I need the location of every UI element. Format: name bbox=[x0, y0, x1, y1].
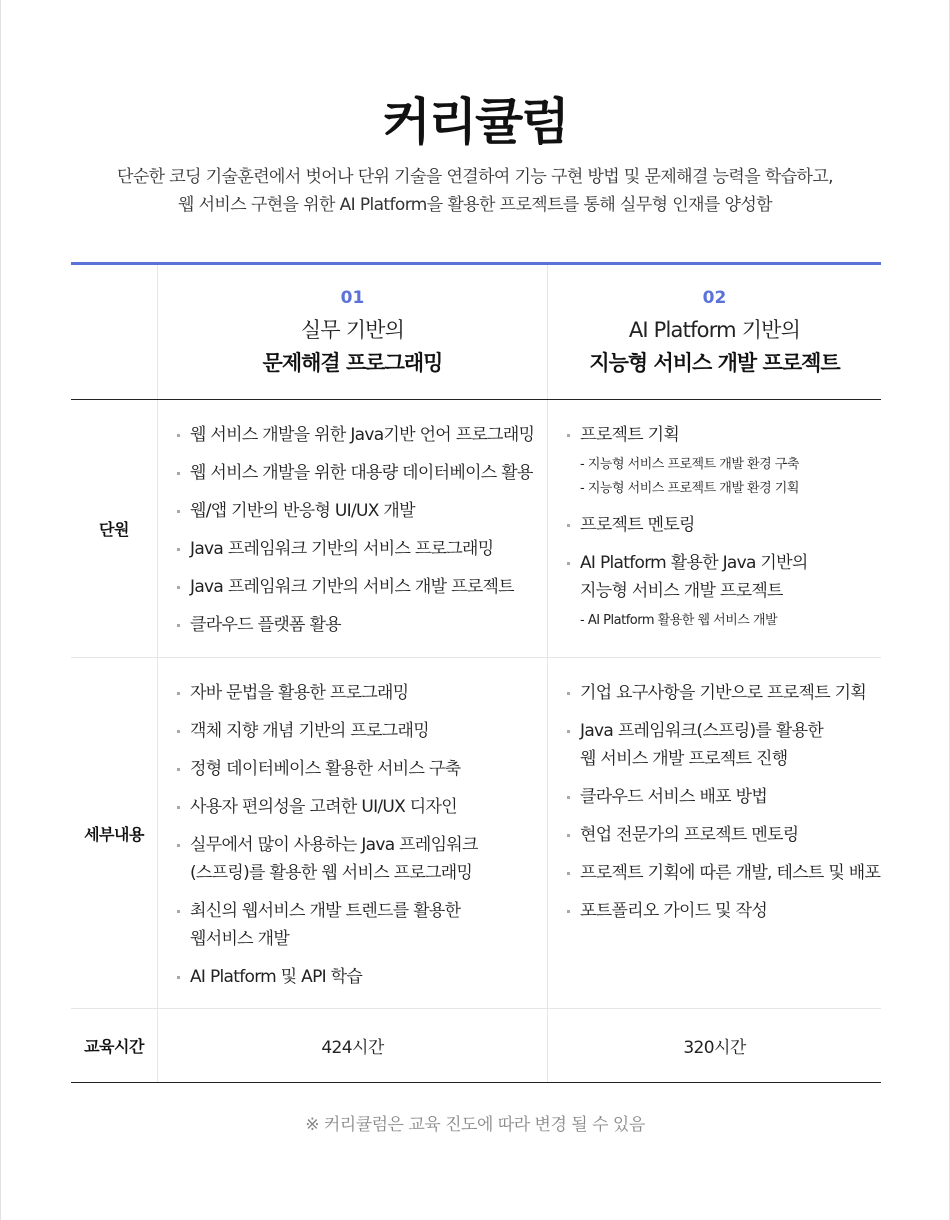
list-item bbox=[566, 421, 881, 501]
list-item bbox=[566, 897, 881, 925]
list-item bbox=[566, 717, 881, 773]
course-2-number: 02 bbox=[702, 288, 727, 308]
table-header-row bbox=[71, 265, 881, 400]
list-item-line-2: 지능형 서비스 개발 프로젝트 bbox=[580, 581, 783, 601]
list-item: Java 프레임워크 기반의 서비스 프로그래밍 bbox=[176, 535, 547, 563]
list-item bbox=[176, 717, 547, 745]
course-1-number: 01 bbox=[340, 288, 365, 308]
course-1-subtitle: 실무 기반의 bbox=[300, 318, 405, 342]
list-item-line-2: 웹서비스 개발 bbox=[190, 929, 290, 949]
list-item-line-1: 자바 문법을 활용한 프로그래밍 bbox=[190, 683, 409, 703]
list-item-line-1: Java 프레임워크(스프링)를 활용한 bbox=[580, 721, 824, 741]
hours-row bbox=[71, 1009, 881, 1083]
details-label: 세부내용 bbox=[71, 658, 158, 1008]
course-2-subtitle: AI Platform 기반의 bbox=[628, 318, 801, 342]
list-item bbox=[566, 511, 881, 539]
list-item-line-1: 정형 데이터베이스 활용한 서비스 구축 bbox=[190, 759, 461, 779]
list-item: 클라우드 플랫폼 활용 bbox=[176, 611, 547, 639]
course-1-details bbox=[158, 658, 548, 1008]
sub-list bbox=[580, 609, 881, 633]
list-item-line-1: 최신의 웹서비스 개발 트렌드를 활용한 bbox=[190, 901, 461, 921]
list-item-line-2: 웹 서비스 개발 프로젝트 진행 bbox=[580, 749, 788, 769]
list-item-line-1: 프로젝트 기획에 따른 개발, 테스트 및 배포 bbox=[580, 863, 881, 883]
course-2-hours: 320시간 bbox=[683, 1038, 746, 1058]
list-item: 웹/앱 기반의 반응형 UI/UX 개발 bbox=[176, 497, 547, 525]
sub-list bbox=[580, 453, 881, 501]
header-empty-cell bbox=[71, 265, 158, 399]
list-item-line-1: AI Platform 활용한 Java 기반의 bbox=[580, 553, 808, 573]
list-item-text: 프로젝트 기획 bbox=[580, 425, 680, 445]
course-1-units bbox=[158, 400, 548, 657]
details-row bbox=[71, 658, 881, 1009]
list-item bbox=[566, 859, 881, 887]
sub-list-item: - AI Platform 활용한 웹 서비스 개발 bbox=[580, 613, 778, 628]
list-item-line-1: 사용자 편의성을 고려한 UI/UX 디자인 bbox=[190, 797, 457, 817]
course-1-hours: 424시간 bbox=[158, 1009, 548, 1082]
list-item: Java 프레임워크 기반의 서비스 개발 프로젝트 bbox=[176, 573, 547, 601]
list-item bbox=[566, 679, 881, 707]
description-line-1: 단순한 코딩 기술훈련에서 벗어나 단위 기술을 연결하여 기능 구현 방법 및 문제해결 능력을 학습하고, bbox=[117, 167, 833, 187]
list-item-line-1: 실무에서 많이 사용하는 Java 프레임워크 bbox=[190, 835, 478, 855]
course-2-name: 지능형 서비스 개발 프로젝트 bbox=[589, 351, 840, 375]
page-description bbox=[1, 163, 949, 219]
list-item: 웹 서비스 개발을 위한 Java기반 언어 프로그래밍 bbox=[176, 421, 547, 449]
list-item-line-1: 포트폴리오 가이드 및 작성 bbox=[580, 901, 768, 921]
list-item bbox=[566, 821, 881, 849]
units-row bbox=[71, 400, 881, 658]
course-1-header bbox=[158, 265, 548, 399]
course-1-name: 문제해결 프로그래밍 bbox=[262, 351, 443, 375]
list-item: 웹 서비스 개발을 위한 대용량 데이터베이스 활용 bbox=[176, 459, 547, 487]
list-item bbox=[176, 793, 547, 821]
course-2-header bbox=[548, 265, 881, 399]
units-label: 단원 bbox=[71, 400, 158, 657]
curriculum-table bbox=[71, 262, 881, 1083]
course-2-details bbox=[548, 658, 881, 1008]
list-item-line-1: 클라우드 서비스 배포 방법 bbox=[580, 787, 768, 807]
sub-list-item: - 지능형 서비스 프로젝트 개발 환경 구축 bbox=[580, 457, 799, 472]
footnote: ※ 커리큘럼은 교육 진도에 따라 변경 될 수 있음 bbox=[305, 1115, 645, 1135]
list-item bbox=[566, 549, 881, 633]
list-item-line-1: 객체 지향 개념 기반의 프로그래밍 bbox=[190, 721, 429, 741]
list-item-line-1: 현업 전문가의 프로젝트 멘토링 bbox=[580, 825, 799, 845]
hours-label: 교육시간 bbox=[71, 1009, 158, 1082]
list-item bbox=[176, 755, 547, 783]
list-item bbox=[176, 831, 547, 887]
sub-list-item: - 지능형 서비스 프로젝트 개발 환경 기획 bbox=[580, 481, 799, 496]
list-item-line-1: 기업 요구사항을 기반으로 프로젝트 기획 bbox=[580, 683, 867, 703]
course-2-units bbox=[548, 400, 881, 657]
list-item-line-2: (스프링)를 활용한 웹 서비스 프로그래밍 bbox=[190, 863, 473, 883]
page-title: 커리큘럼 bbox=[382, 93, 568, 151]
list-item-text: 프로젝트 멘토링 bbox=[580, 515, 695, 535]
list-item-line-1: AI Platform 및 API 학습 bbox=[190, 967, 363, 987]
list-item bbox=[176, 897, 547, 953]
list-item bbox=[176, 679, 547, 707]
list-item bbox=[566, 783, 881, 811]
list-item bbox=[176, 963, 547, 991]
description-line-2: 웹 서비스 구현을 위한 AI Platform을 활용한 프로젝트를 통해 실무형 인재를 양성함 bbox=[177, 195, 773, 215]
